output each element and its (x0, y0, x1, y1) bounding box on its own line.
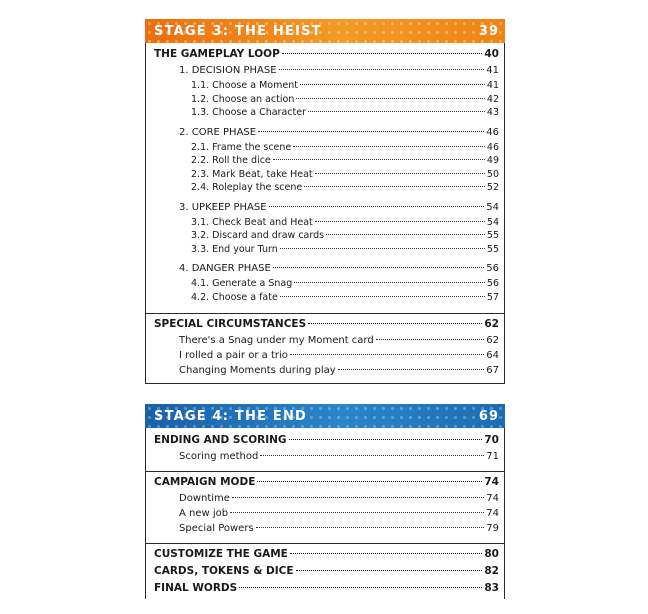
toc-entry-title: 1.3. Choose a Character (191, 107, 306, 118)
dot-leader (338, 369, 485, 370)
stage4-title: STAGE 4: THE END (154, 408, 308, 424)
toc-entry-title: 3. UPKEEP PHASE (179, 201, 267, 213)
dot-leader (232, 497, 484, 498)
toc-entry-page: 52 (486, 182, 499, 193)
toc-entry-title: 3.3. End your Turn (191, 243, 278, 255)
toc-entry-upkeep-phase[interactable] (146, 202, 504, 217)
toc-entry-page: 74 (486, 508, 499, 519)
dot-leader (308, 323, 482, 324)
toc-entry-discard-draw[interactable] (146, 230, 504, 244)
toc-entry-title: 3.2. Discard and draw cards (191, 230, 325, 241)
dot-leader (257, 481, 482, 482)
toc-entry-generate-snag[interactable] (146, 278, 504, 292)
toc-entry-core-phase[interactable] (146, 127, 504, 142)
toc-entry-scoring-method[interactable] (146, 451, 504, 466)
dot-leader (256, 527, 485, 528)
toc-entry-snag-under-moment[interactable] (146, 335, 504, 350)
toc-entry-page: 40 (484, 48, 499, 60)
toc-entry-title: CARDS, TOKENS & DICE (154, 565, 294, 577)
toc-entry-title: ENDING AND SCORING (154, 434, 287, 446)
toc-entry-mark-beat[interactable] (146, 169, 504, 183)
toc-entry-title: THE GAMEPLAY LOOP (154, 48, 280, 60)
stage4-section (145, 428, 505, 599)
dot-leader (300, 84, 485, 85)
toc-entry-title: 3.1. Check Beat and Heat (191, 216, 313, 228)
toc-entry-page: 54 (486, 216, 499, 228)
toc-entry-choose-fate[interactable] (146, 292, 504, 306)
toc-entry-choose-action[interactable] (146, 94, 504, 108)
toc-entry-page: 46 (486, 141, 499, 153)
dot-leader (296, 570, 483, 571)
toc-entry-final-words[interactable] (146, 582, 504, 599)
toc-entry-page: 55 (486, 243, 499, 255)
toc-entry-pair-or-trio[interactable] (146, 350, 504, 365)
toc-entry-title: CAMPAIGN MODE (154, 476, 256, 488)
toc-entry-page: 79 (486, 523, 499, 534)
toc-entry-customize-game[interactable] (146, 548, 504, 565)
toc-entry-page: 41 (486, 65, 499, 76)
toc-entry-ending-scoring[interactable] (146, 434, 504, 451)
dot-leader (273, 267, 484, 268)
toc-entry-title: 4.1. Generate a Snag (191, 278, 293, 289)
dot-leader (230, 512, 484, 513)
stage4-banner (145, 404, 505, 428)
toc-entry-end-turn[interactable] (146, 244, 504, 258)
stage3-page: 39 (478, 23, 499, 39)
toc-entry-page: 83 (484, 582, 499, 594)
toc-entry-title: SPECIAL CIRCUMSTANCES (154, 318, 307, 330)
toc-entry-title: 1.2. Choose an action (191, 93, 295, 105)
toc-entry-title: A new job (179, 508, 229, 519)
toc-entry-title: 2.4. Roleplay the scene (191, 182, 303, 193)
dot-leader (308, 111, 485, 112)
toc-entry-title: 2. CORE PHASE (179, 126, 257, 138)
dot-leader (239, 587, 482, 588)
toc-entry-roll-dice[interactable] (146, 155, 504, 169)
toc-entry-downtime[interactable] (146, 493, 504, 508)
dot-leader (304, 186, 485, 187)
toc-entry-page: 41 (486, 80, 499, 91)
toc-entry-title: 2.2. Roll the dice (191, 155, 271, 166)
toc-entry-page: 50 (486, 168, 499, 180)
toc-entry-title: 4.2. Choose a fate (191, 291, 278, 303)
toc-entry-decision-phase[interactable] (146, 65, 504, 80)
toc-entry-page: 43 (486, 107, 499, 118)
toc-entry-roleplay-scene[interactable] (146, 182, 504, 196)
toc-entry-title: 2.3. Mark Beat, take Heat (191, 168, 313, 180)
dot-leader (376, 339, 485, 340)
toc-entry-title: Scoring method (179, 451, 259, 462)
dot-leader (296, 98, 485, 99)
stage4-page: 69 (478, 408, 499, 424)
toc-entry-cards-tokens-dice[interactable] (146, 565, 504, 582)
toc-entry-choose-character[interactable] (146, 107, 504, 121)
stage3-section (145, 43, 505, 384)
toc-entry-title: 4. DANGER PHASE (179, 263, 271, 274)
toc-entry-page: 62 (484, 318, 499, 330)
dot-leader (279, 69, 485, 70)
dot-leader (289, 439, 483, 440)
toc-entry-page: 55 (486, 230, 499, 241)
toc-entry-title: I rolled a pair or a trio (179, 350, 288, 361)
toc-entry-title: 1.1. Choose a Moment (191, 80, 298, 91)
toc-entry-special-powers[interactable] (146, 523, 504, 538)
toc-entry-title: Downtime (179, 493, 230, 504)
toc-entry-special-circumstances[interactable] (146, 318, 504, 335)
toc-entry-new-job[interactable] (146, 508, 504, 523)
dot-leader (293, 146, 485, 147)
toc-entry-page: 54 (486, 201, 499, 213)
toc-entry-page: 64 (486, 350, 499, 361)
toc-entry-danger-phase[interactable] (146, 263, 504, 278)
stage3-title: STAGE 3: THE HEIST (154, 23, 322, 39)
toc-entry-frame-scene[interactable] (146, 142, 504, 156)
dot-leader (280, 296, 485, 297)
dot-leader (326, 234, 485, 235)
dot-leader (260, 455, 484, 456)
toc-entry-title: Special Powers (179, 523, 254, 534)
table-of-contents (145, 19, 505, 599)
toc-entry-title: CUSTOMIZE THE GAME (154, 548, 288, 560)
toc-entry-title: 1. DECISION PHASE (179, 65, 277, 76)
dot-leader (273, 159, 485, 160)
dot-leader (294, 282, 485, 283)
toc-entry-page: 67 (486, 365, 499, 376)
dot-leader (315, 221, 485, 222)
toc-entry-page: 82 (484, 565, 499, 577)
dot-leader (282, 53, 483, 54)
toc-entry-page: 49 (486, 155, 499, 166)
dot-leader (269, 206, 485, 207)
toc-entry-page: 74 (486, 493, 499, 504)
dot-leader (290, 354, 484, 355)
toc-entry-page: 56 (486, 263, 499, 274)
toc-entry-page: 56 (486, 278, 499, 289)
toc-entry-title: FINAL WORDS (154, 582, 238, 594)
toc-entry-page: 42 (486, 93, 499, 105)
toc-entry-page: 74 (484, 476, 499, 488)
toc-entry-title: 2.1. Frame the scene (191, 141, 292, 153)
toc-entry-campaign-mode[interactable] (146, 476, 504, 493)
dot-leader (290, 553, 483, 554)
toc-entry-title: There's a Snag under my Moment card (179, 335, 374, 346)
toc-entry-page: 62 (486, 335, 499, 346)
toc-entry-changing-moments[interactable] (146, 365, 504, 380)
toc-entry-page: 71 (486, 451, 499, 462)
toc-entry-page: 46 (486, 126, 499, 138)
toc-entry-page: 80 (484, 548, 499, 560)
toc-entry-page: 57 (486, 291, 499, 303)
toc-entry-choose-moment[interactable] (146, 80, 504, 94)
toc-entry-check-beat[interactable] (146, 217, 504, 231)
toc-entry-gameplay-loop[interactable] (146, 48, 504, 65)
stage3-banner (145, 19, 505, 43)
toc-entry-title: Changing Moments during play (179, 365, 336, 376)
toc-entry-page: 70 (484, 434, 499, 446)
dot-leader (315, 173, 485, 174)
dot-leader (280, 248, 485, 249)
dot-leader (258, 131, 484, 132)
